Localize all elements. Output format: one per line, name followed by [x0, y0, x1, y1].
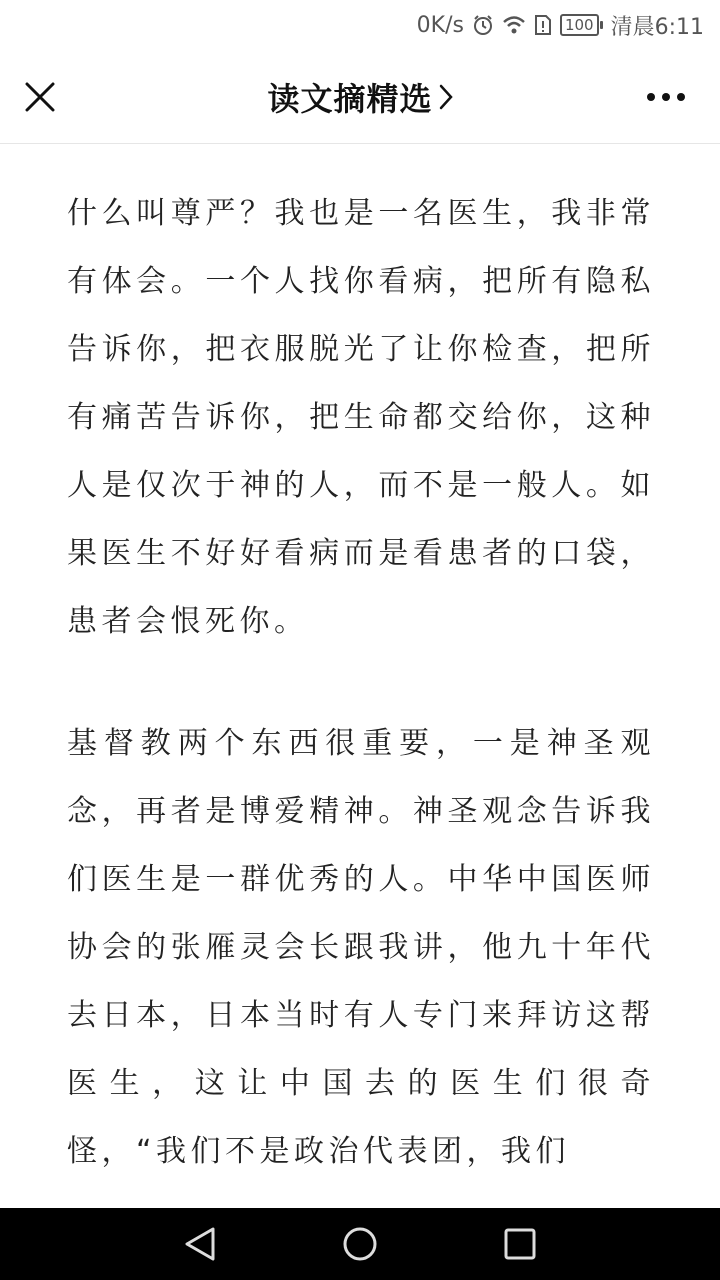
back-button[interactable] — [175, 1219, 225, 1269]
account-title-link[interactable] — [267, 74, 452, 120]
close-icon — [25, 82, 55, 112]
home-icon — [342, 1226, 378, 1262]
article-body — [67, 180, 655, 1208]
home-button[interactable] — [335, 1219, 385, 1269]
status-bar — [0, 0, 720, 50]
net-speed: 0K/s — [416, 12, 464, 38]
more-icon — [646, 92, 686, 102]
battery-level: 100 — [560, 14, 599, 36]
navigation-bar — [0, 1208, 720, 1280]
recents-icon — [504, 1228, 536, 1260]
article-paragraph: 基督教两个东西很重要，一是神圣观念，再者是博爱精神。神圣观念告诉我们医生是一群优秀的人。中华中国医师协会的张雁灵会长跟我讲，他九十年代去日本，日本当时有人专门来拜访这帮医生，这让中国去的医生们很奇怪，“我们不是政治代表团，我们 — [67, 726, 655, 1169]
page-title: 读文摘精选 — [267, 79, 433, 118]
clock: 清晨6:11 — [610, 14, 704, 40]
chevron-right-icon — [439, 84, 453, 110]
title-bar — [0, 50, 720, 144]
more-button[interactable] — [644, 80, 688, 114]
wifi-icon — [502, 14, 526, 36]
alarm-icon — [472, 14, 494, 36]
recents-button[interactable] — [495, 1219, 545, 1269]
sim-icon — [534, 14, 552, 36]
battery-icon — [560, 14, 603, 36]
article-paragraph: 什么叫尊严？我也是一名医生，我非常有体会。一个人找你看病，把所有隐私告诉你，把衣服脱光了让你检查，把所有痛苦告诉你，把生命都交给你，这种人是仅次于神的人，而不是一般人。如果医生不好好看病而是看患者的口袋，患者会恨死你。 — [67, 196, 655, 639]
back-icon — [183, 1226, 217, 1262]
close-button[interactable] — [20, 77, 60, 117]
